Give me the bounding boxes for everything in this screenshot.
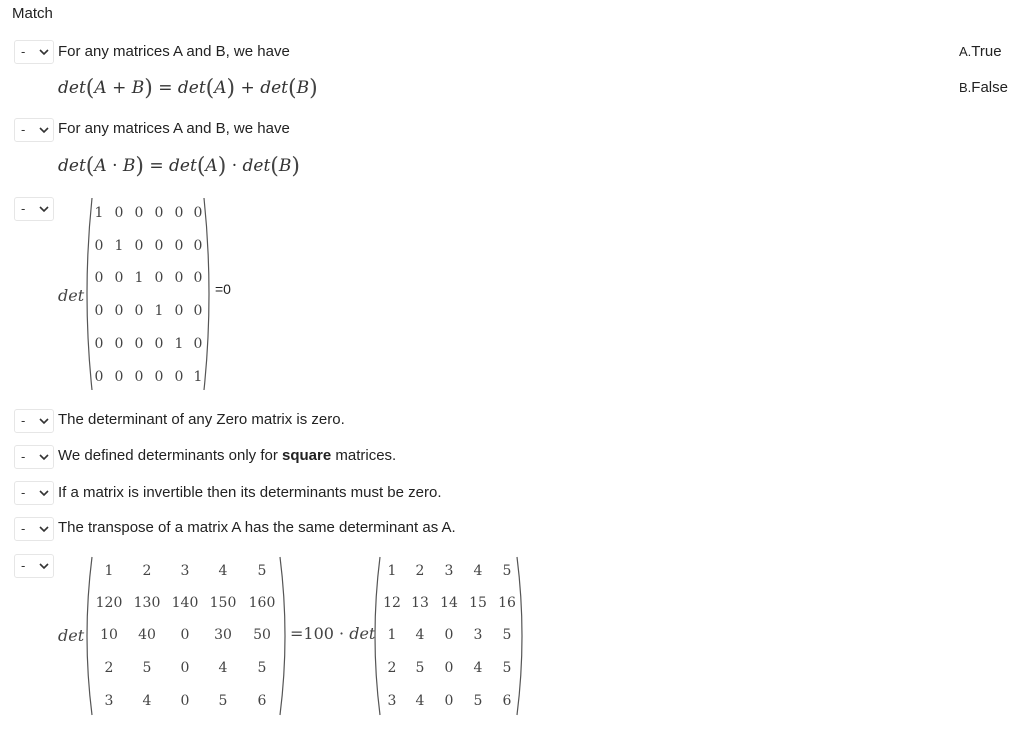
question-1-text: For any matrices A and B, we have bbox=[58, 43, 290, 60]
matrix-cell: 5 bbox=[415, 660, 425, 676]
chevron-down-icon bbox=[38, 523, 50, 535]
matrix-cell: 4 bbox=[473, 660, 483, 676]
q3-det-label: det bbox=[58, 286, 85, 305]
matrix-cell: 0 bbox=[94, 303, 104, 319]
matrix-cell: 0 bbox=[114, 369, 124, 385]
matrix-cell: 120 bbox=[95, 595, 123, 611]
question-2-text: For any matrices A and B, we have bbox=[58, 120, 290, 137]
matrix-cell: 4 bbox=[218, 563, 228, 579]
option-a-label: True bbox=[971, 43, 1002, 60]
option-a bbox=[959, 43, 1002, 60]
chevron-down-icon bbox=[38, 560, 50, 572]
matrix-cell: 0 bbox=[154, 205, 164, 221]
matrix-cell: 0 bbox=[94, 270, 104, 286]
matrix-cell: 1 bbox=[104, 563, 114, 579]
q8-right-matrix-right-paren bbox=[515, 555, 529, 717]
matrix-cell: 30 bbox=[214, 627, 232, 643]
select-value: - bbox=[21, 44, 26, 59]
matrix-cell: 3 bbox=[180, 563, 190, 579]
matrix-cell: 0 bbox=[114, 270, 124, 286]
matrix-cell: 2 bbox=[387, 660, 397, 676]
matrix-cell: 150 bbox=[209, 595, 237, 611]
matrix-cell: 140 bbox=[171, 595, 199, 611]
matrix-cell: 0 bbox=[180, 660, 190, 676]
matrix-cell: 0 bbox=[114, 303, 124, 319]
matrix-cell: 0 bbox=[154, 336, 164, 352]
matrix-cell: 1 bbox=[387, 563, 397, 579]
matrix-cell: 14 bbox=[440, 595, 458, 611]
q3-equals-zero: =0 bbox=[215, 281, 231, 297]
option-a-letter: A. bbox=[959, 44, 972, 59]
matrix-cell: 4 bbox=[415, 693, 425, 709]
matrix-cell: 0 bbox=[134, 336, 144, 352]
option-b-label: False bbox=[971, 79, 1008, 96]
answer-select-4[interactable] bbox=[14, 409, 54, 433]
matrix-cell: 10 bbox=[100, 627, 118, 643]
q8-det-label: det bbox=[58, 626, 85, 645]
chevron-down-icon bbox=[38, 451, 50, 463]
matrix-cell: 0 bbox=[174, 205, 184, 221]
matrix-cell: 0 bbox=[180, 627, 190, 643]
question-2-formula: det(A · B) = det(A) · det(B) bbox=[58, 154, 300, 179]
matrix-cell: 0 bbox=[134, 303, 144, 319]
matrix-cell: 6 bbox=[502, 693, 512, 709]
q3-right-paren bbox=[202, 196, 216, 392]
matrix-cell: 3 bbox=[473, 627, 483, 643]
matrix-cell: 0 bbox=[134, 205, 144, 221]
matrix-cell: 50 bbox=[253, 627, 271, 643]
page-title: Match bbox=[12, 5, 53, 22]
chevron-down-icon bbox=[38, 124, 50, 136]
answer-select-3[interactable] bbox=[14, 197, 54, 221]
matrix-cell: 0 bbox=[154, 270, 164, 286]
matrix-cell: 0 bbox=[134, 238, 144, 254]
matrix-cell: 0 bbox=[193, 303, 203, 319]
matrix-cell: 5 bbox=[502, 563, 512, 579]
matrix-cell: 1 bbox=[174, 336, 184, 352]
select-value: - bbox=[21, 449, 26, 464]
chevron-down-icon bbox=[38, 415, 50, 427]
matrix-cell: 12 bbox=[383, 595, 401, 611]
answer-select-7[interactable] bbox=[14, 517, 54, 541]
matrix-cell: 4 bbox=[142, 693, 152, 709]
matrix-cell: 0 bbox=[444, 660, 454, 676]
matrix-cell: 130 bbox=[133, 595, 161, 611]
matrix-cell: 1 bbox=[193, 369, 203, 385]
chevron-down-icon bbox=[38, 487, 50, 499]
matrix-cell: 160 bbox=[248, 595, 276, 611]
matrix-cell: 0 bbox=[134, 369, 144, 385]
answer-select-2[interactable] bbox=[14, 118, 54, 142]
matrix-cell: 3 bbox=[444, 563, 454, 579]
matrix-cell: 4 bbox=[218, 660, 228, 676]
matrix-cell: 40 bbox=[138, 627, 156, 643]
select-value: - bbox=[21, 558, 26, 573]
matrix-cell: 0 bbox=[154, 369, 164, 385]
question-4-text: The determinant of any Zero matrix is zero. bbox=[58, 411, 345, 428]
matrix-cell: 0 bbox=[154, 238, 164, 254]
select-value: - bbox=[21, 521, 26, 536]
matrix-cell: 0 bbox=[114, 336, 124, 352]
q8-multiplier: =100 · det bbox=[290, 624, 376, 643]
matrix-cell: 2 bbox=[415, 563, 425, 579]
matrix-cell: 0 bbox=[193, 270, 203, 286]
matrix-cell: 1 bbox=[94, 205, 104, 221]
matrix-cell: 1 bbox=[387, 627, 397, 643]
matrix-cell: 0 bbox=[94, 336, 104, 352]
matrix-cell: 0 bbox=[444, 693, 454, 709]
answer-select-6[interactable] bbox=[14, 481, 54, 505]
matrix-cell: 1 bbox=[134, 270, 144, 286]
matrix-cell: 5 bbox=[257, 660, 267, 676]
option-b-letter: B. bbox=[959, 80, 972, 95]
matrix-cell: 0 bbox=[193, 238, 203, 254]
question-7-text: The transpose of a matrix A has the same determinant as A. bbox=[58, 519, 456, 536]
matrix-cell: 13 bbox=[411, 595, 429, 611]
answer-select-5[interactable] bbox=[14, 445, 54, 469]
matrix-cell: 6 bbox=[257, 693, 267, 709]
matrix-cell: 4 bbox=[415, 627, 425, 643]
chevron-down-icon bbox=[38, 46, 50, 58]
option-b bbox=[959, 79, 1008, 96]
question-6-text: If a matrix is invertible then its determinants must be zero. bbox=[58, 484, 442, 501]
matrix-cell: 5 bbox=[257, 563, 267, 579]
answer-select-1[interactable] bbox=[14, 40, 54, 64]
matrix-cell: 5 bbox=[142, 660, 152, 676]
select-value: - bbox=[21, 201, 26, 216]
matrix-cell: 0 bbox=[94, 238, 104, 254]
answer-select-8[interactable] bbox=[14, 554, 54, 578]
chevron-down-icon bbox=[38, 203, 50, 215]
matrix-cell: 5 bbox=[502, 627, 512, 643]
matrix-cell: 5 bbox=[473, 693, 483, 709]
matrix-cell: 5 bbox=[218, 693, 228, 709]
matrix-cell: 2 bbox=[142, 563, 152, 579]
matrix-cell: 15 bbox=[469, 595, 487, 611]
select-value: - bbox=[21, 485, 26, 500]
select-value: - bbox=[21, 122, 26, 137]
matrix-cell: 1 bbox=[154, 303, 164, 319]
matrix-cell: 3 bbox=[104, 693, 114, 709]
q3-left-paren bbox=[80, 196, 94, 392]
matrix-cell: 0 bbox=[174, 238, 184, 254]
matrix-cell: 0 bbox=[174, 270, 184, 286]
matrix-cell: 0 bbox=[174, 303, 184, 319]
matrix-cell: 0 bbox=[174, 369, 184, 385]
matrix-cell: 5 bbox=[502, 660, 512, 676]
matrix-cell: 0 bbox=[114, 205, 124, 221]
matrix-cell: 1 bbox=[114, 238, 124, 254]
matrix-cell: 0 bbox=[444, 627, 454, 643]
question-1-formula: det(A + B) = det(A) + det(B) bbox=[58, 76, 318, 101]
select-value: - bbox=[21, 413, 26, 428]
matrix-cell: 16 bbox=[498, 595, 516, 611]
matrix-cell: 0 bbox=[193, 205, 203, 221]
matrix-cell: 0 bbox=[180, 693, 190, 709]
question-5-text: We defined determinants only for square matrices. bbox=[58, 447, 397, 464]
matrix-cell: 0 bbox=[94, 369, 104, 385]
matrix-cell: 0 bbox=[193, 336, 203, 352]
matrix-cell: 2 bbox=[104, 660, 114, 676]
matrix-cell: 4 bbox=[473, 563, 483, 579]
matrix-cell: 3 bbox=[387, 693, 397, 709]
